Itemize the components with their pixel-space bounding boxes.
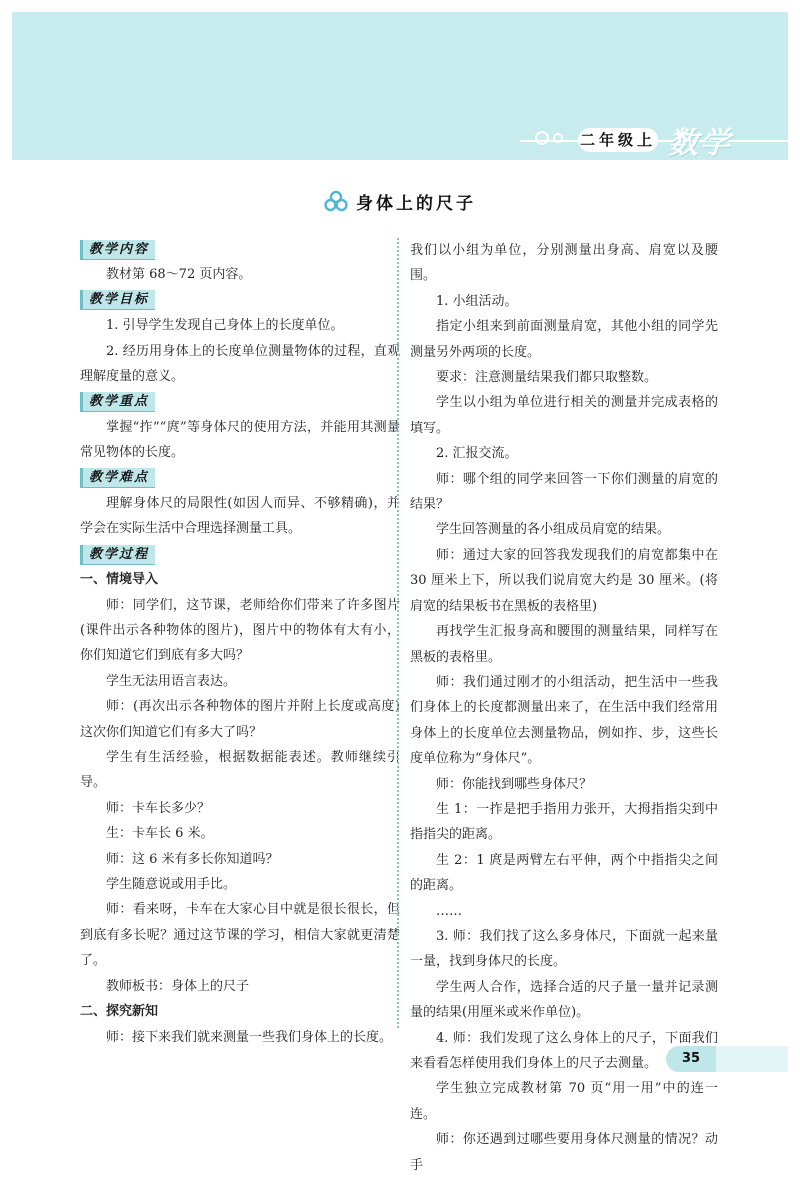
section-heading-process: 教学过程 xyxy=(80,545,155,565)
page-number: 35 xyxy=(666,1046,716,1072)
paragraph: 师：哪个组的同学来回答一下你们测量的肩宽的结果？ xyxy=(410,471,718,513)
right-column xyxy=(410,238,718,1178)
column-divider xyxy=(397,238,399,1028)
paragraph: 教师板书：身体上的尺子 xyxy=(106,978,250,994)
paragraph: 师：看来呀，卡车在大家心目中就是很长很长，但到底有多长呢？通过这节课的学习，相信大家就更清楚了。 xyxy=(80,902,400,969)
paragraph: 理解身体尺的局限性(如因人而异、不够精确)，并学会在实际生活中合理选择测量工具。 xyxy=(80,496,400,537)
subsection-title: 一、情境导入 xyxy=(80,572,159,588)
paragraph: 2. 汇报交流。 xyxy=(436,446,518,462)
paragraph: 掌握“拃”“庹”等身体尺的使用方法，并能用其测量常见物体的长度。 xyxy=(80,419,400,461)
paragraph: 学生随意说或用手比。 xyxy=(106,877,237,893)
paragraph: 要求：注意测量结果我们都只取整数。 xyxy=(436,370,658,386)
paragraph: 学生两人合作，选择合适的尺子量一量并记录测量的结果(用厘米或米作单位)。 xyxy=(410,979,718,1021)
paragraph: 师：你能找到哪些身体尺？ xyxy=(436,776,593,792)
paragraph: …… xyxy=(436,903,462,919)
paragraph: 我们以小组为单位，分别测量出身高、肩宽以及腰围。 xyxy=(410,243,718,284)
paragraph: 师：接下来我们就来测量一些我们身体上的长度。 xyxy=(106,1029,393,1045)
section-heading-key-points: 教学重点 xyxy=(80,392,155,412)
paragraph: 1. 引导学生发现自己身体上的长度单位。 xyxy=(106,318,344,334)
title-bubbles-icon xyxy=(324,190,348,212)
section-heading-content: 教学内容 xyxy=(80,240,155,260)
paragraph: 师：通过大家的回答我发现我们的肩宽都集中在 30 厘米上下，所以我们说肩宽大约是 30 厘米。(将肩宽的结果板书在黑板的表格里) xyxy=(410,547,718,614)
lesson-title-row xyxy=(0,187,800,215)
section-heading-difficulties: 教学难点 xyxy=(80,468,155,488)
lesson-title: 身体上的尺子 xyxy=(356,193,476,214)
paragraph: 师：(再次出示各种物体的图片并附上长度或高度)这次你们知道它们有多大了吗？ xyxy=(80,699,400,740)
paragraph: 师：卡车长多少？ xyxy=(106,800,211,816)
paragraph: 4. 师：我们发现了这么身体上的尺子，下面我们来看看怎样使用我们身体上的尺子去测量。 xyxy=(410,1030,718,1071)
paragraph: 3. 师：我们找了这么多身体尺，下面就一起来量一量，找到身体尺的长度。 xyxy=(410,928,718,970)
paragraph: 再找学生汇报身高和腰围的测量结果，同样写在黑板的表格里。 xyxy=(410,624,718,665)
subject-logo: 数学 xyxy=(668,126,732,161)
grade-label: 二年级上 xyxy=(578,128,658,152)
paragraph: 学生无法用语言表达。 xyxy=(106,673,237,689)
paragraph: 生 2：1 庹是两臂左右平伸，两个中指指尖之间的距离。 xyxy=(410,852,718,894)
paragraph: 指定小组来到前面测量肩宽，其他小组的同学先测量另外两项的长度。 xyxy=(410,319,718,360)
paragraph: 生：卡车长 6 米。 xyxy=(106,826,214,842)
paragraph: 学生独立完成教材第 70 页“用一用”中的连一连。 xyxy=(410,1081,718,1122)
paragraph: 师：同学们，这节课，老师给你们带来了许多图片(课件出示各种物体的图片)，图片中的物体有大有小，你们知道它们到底有多大吗？ xyxy=(80,597,400,664)
left-column xyxy=(80,237,400,1050)
subsection-title: 二、探究新知 xyxy=(80,1004,159,1020)
paragraph: 2. 经历用身体上的长度单位测量物体的过程，直观理解度量的意义。 xyxy=(80,343,400,384)
header-decoration-icon xyxy=(530,128,570,146)
paragraph: 学生回答测量的各小组成员肩宽的结果。 xyxy=(436,522,671,538)
footer-band xyxy=(716,1046,788,1072)
paragraph: 1. 小组活动。 xyxy=(436,293,518,309)
paragraph: 教材第 68～72 页内容。 xyxy=(106,267,252,283)
paragraph: 师：我们通过刚才的小组活动，把生活中一些我们身体上的长度都测量出来了，在生活中我们经常用身体上的长度单位去测量物品，例如拃、步，这些长度单位称为“身体尺”。 xyxy=(410,674,718,767)
paragraph: 学生以小组为单位进行相关的测量并完成表格的填写。 xyxy=(410,395,718,436)
section-heading-goals: 教学目标 xyxy=(80,290,155,310)
paragraph: 师：这 6 米有多长你知道吗？ xyxy=(106,851,279,867)
paragraph: 生 1：一拃是把手指用力张开，大拇指指尖到中指指尖的距离。 xyxy=(410,801,718,843)
paragraph: 师：你还遇到过哪些要用身体尺测量的情况？动手 xyxy=(410,1132,718,1173)
paragraph: 学生有生活经验，根据数据能表述。教师继续引导。 xyxy=(80,750,400,791)
